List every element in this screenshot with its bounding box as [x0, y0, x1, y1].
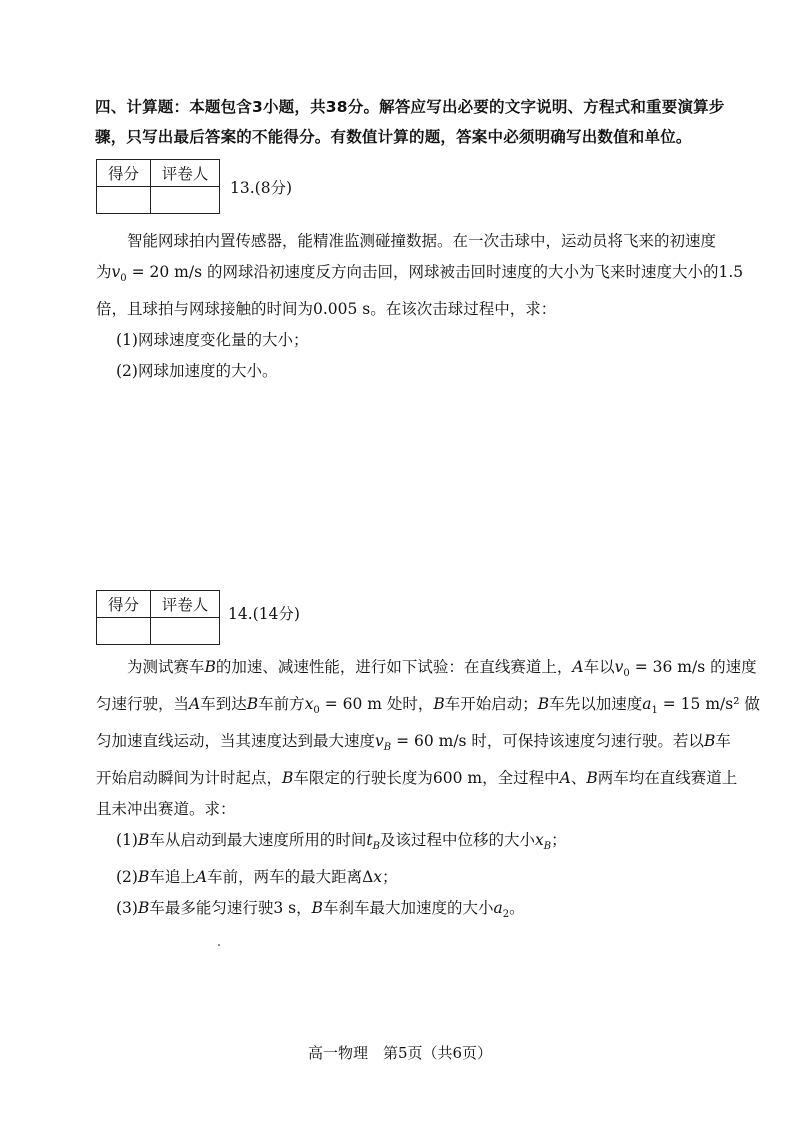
- score-header: 得分: [97, 160, 151, 187]
- grader-header: 评卷人: [151, 160, 220, 187]
- q13-line-2: 为$v_0 = 20$ m/s 的网球沿初速度反方向击回，网球被击回时速度的大小为飞来时速度大小的1.5: [96, 263, 744, 285]
- score-header: 得分: [97, 591, 151, 618]
- section-header: [95, 92, 755, 152]
- question-14-body: [96, 652, 760, 930]
- score-cell[interactable]: [97, 618, 151, 645]
- q13-line-1: 智能网球拍内置传感器，能精准监测碰撞数据。在一次击球中，运动员将飞来的初速度: [127, 232, 717, 250]
- q14-part-1: (1)B车从启动到最大速度所用的时间$t_B$及该过程中位移的大小$x_B$；: [116, 831, 567, 853]
- q13-part-2: (2)网球加速度的大小。: [116, 362, 278, 381]
- page-footer: 高一物理 第5页（共6页）: [307, 1044, 493, 1062]
- grader-cell[interactable]: [151, 618, 220, 645]
- question-13-label: 13.(8分): [230, 179, 293, 197]
- q13-line-3: 倍，且球拍与网球接触的时间为0.005 s。在该次击球过程中，求：: [96, 300, 557, 319]
- score-table-q13: [96, 159, 220, 214]
- q14-line-4: 开始启动瞬间为计时起点，B车限定的行驶长度为600 m，全过程中A、B两车均在直线赛道上: [96, 769, 738, 788]
- question-14-label: 14.(14分): [228, 605, 300, 623]
- section-header-line-2: 骤，只写出最后答案的不能得分。有数值计算的题，答案中必须明确写出数值和单位。: [95, 128, 692, 146]
- q14-part-3: (3)B车最多能匀速行驶3 s，B车刹车最大加速度的大小$a_2$。: [116, 899, 525, 921]
- q14-part-2: (2)B车追上A车前，两车的最大距离Δx；: [116, 868, 398, 887]
- section-header-line-1: 四、计算题：本题包含3小题，共38分。解答应写出必要的文字说明、方程式和重要演算步: [95, 98, 725, 116]
- q13-part-1: (1)网球速度变化量的大小；: [116, 331, 309, 350]
- grader-cell[interactable]: [151, 187, 220, 214]
- score-table-q14: [96, 590, 220, 645]
- question-13-body: [96, 226, 756, 387]
- score-cell[interactable]: [97, 187, 151, 214]
- q14-line-1: 为测试赛车B的加速、减速性能，进行如下试验：在直线赛道上，A车以$v_0 = 36$ m/s 的速度: [127, 658, 757, 680]
- scan-speck: [218, 944, 220, 946]
- grader-header: 评卷人: [151, 591, 220, 618]
- q14-line-3: 匀加速直线运动，当其速度达到最大速度$v_B = 60$ m/s 时，可保持该速度匀速行驶。若以B车: [96, 732, 731, 754]
- q14-line-5: 且未冲出赛道。求：: [96, 800, 236, 819]
- q14-line-2: 匀速行驶，当A车到达B车前方$x_0 = 60$ m 处时，B车开始启动；B车先以加速度$a_1 = 15$ m/s² 做: [96, 695, 760, 717]
